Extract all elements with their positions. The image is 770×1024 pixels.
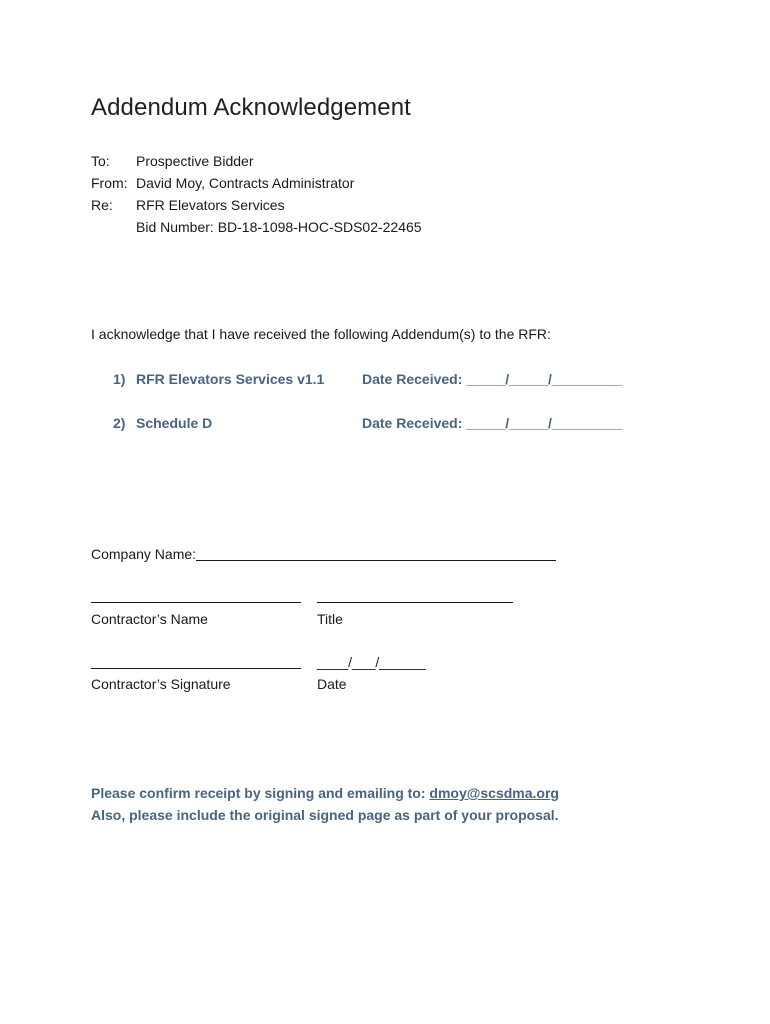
re-label: Re: [91,197,113,213]
footer-instruction-text: Please confirm receipt by signing and emailing to: [91,785,430,801]
date-label: Date [317,676,347,692]
title-field[interactable] [317,588,513,603]
addendum-1-number: 1) [113,371,126,387]
date-field[interactable]: ____/___/______ [317,654,426,670]
email-link[interactable]: dmoy@scsdma.org [429,785,559,801]
addendum-1-name: RFR Elevators Services v1.1 [136,371,325,387]
contractor-name-field[interactable] [91,588,301,603]
footer-note: Also, please include the original signed page as part of your proposal. [91,807,559,823]
contractor-signature-field[interactable] [91,654,301,669]
to-value: Prospective Bidder [136,153,254,169]
addendum-1-date-received[interactable]: Date Received: _____/_____/_________ [362,371,622,387]
footer-instruction [91,785,559,801]
contractor-name-label: Contractor’s Name [91,611,208,627]
from-value: David Moy, Contracts Administrator [136,175,355,191]
re-value: RFR Elevators Services [136,197,285,213]
title-label: Title [317,611,343,627]
from-label: From: [91,175,128,191]
addendum-2-number: 2) [113,415,126,431]
addendum-2-date-received[interactable]: Date Received: _____/_____/_________ [362,415,622,431]
page-title: Addendum Acknowledgement [91,94,411,121]
acknowledgement-text: I acknowledge that I have received the following Addendum(s) to the RFR: [91,326,551,342]
addendum-2-name: Schedule D [136,415,213,431]
company-name-field[interactable] [196,546,556,561]
contractor-signature-label: Contractor’s Signature [91,676,231,692]
bid-number: Bid Number: BD-18-1098-HOC-SDS02-22465 [136,219,422,235]
company-name-label: Company Name: [91,546,197,562]
to-label: To: [91,153,110,169]
